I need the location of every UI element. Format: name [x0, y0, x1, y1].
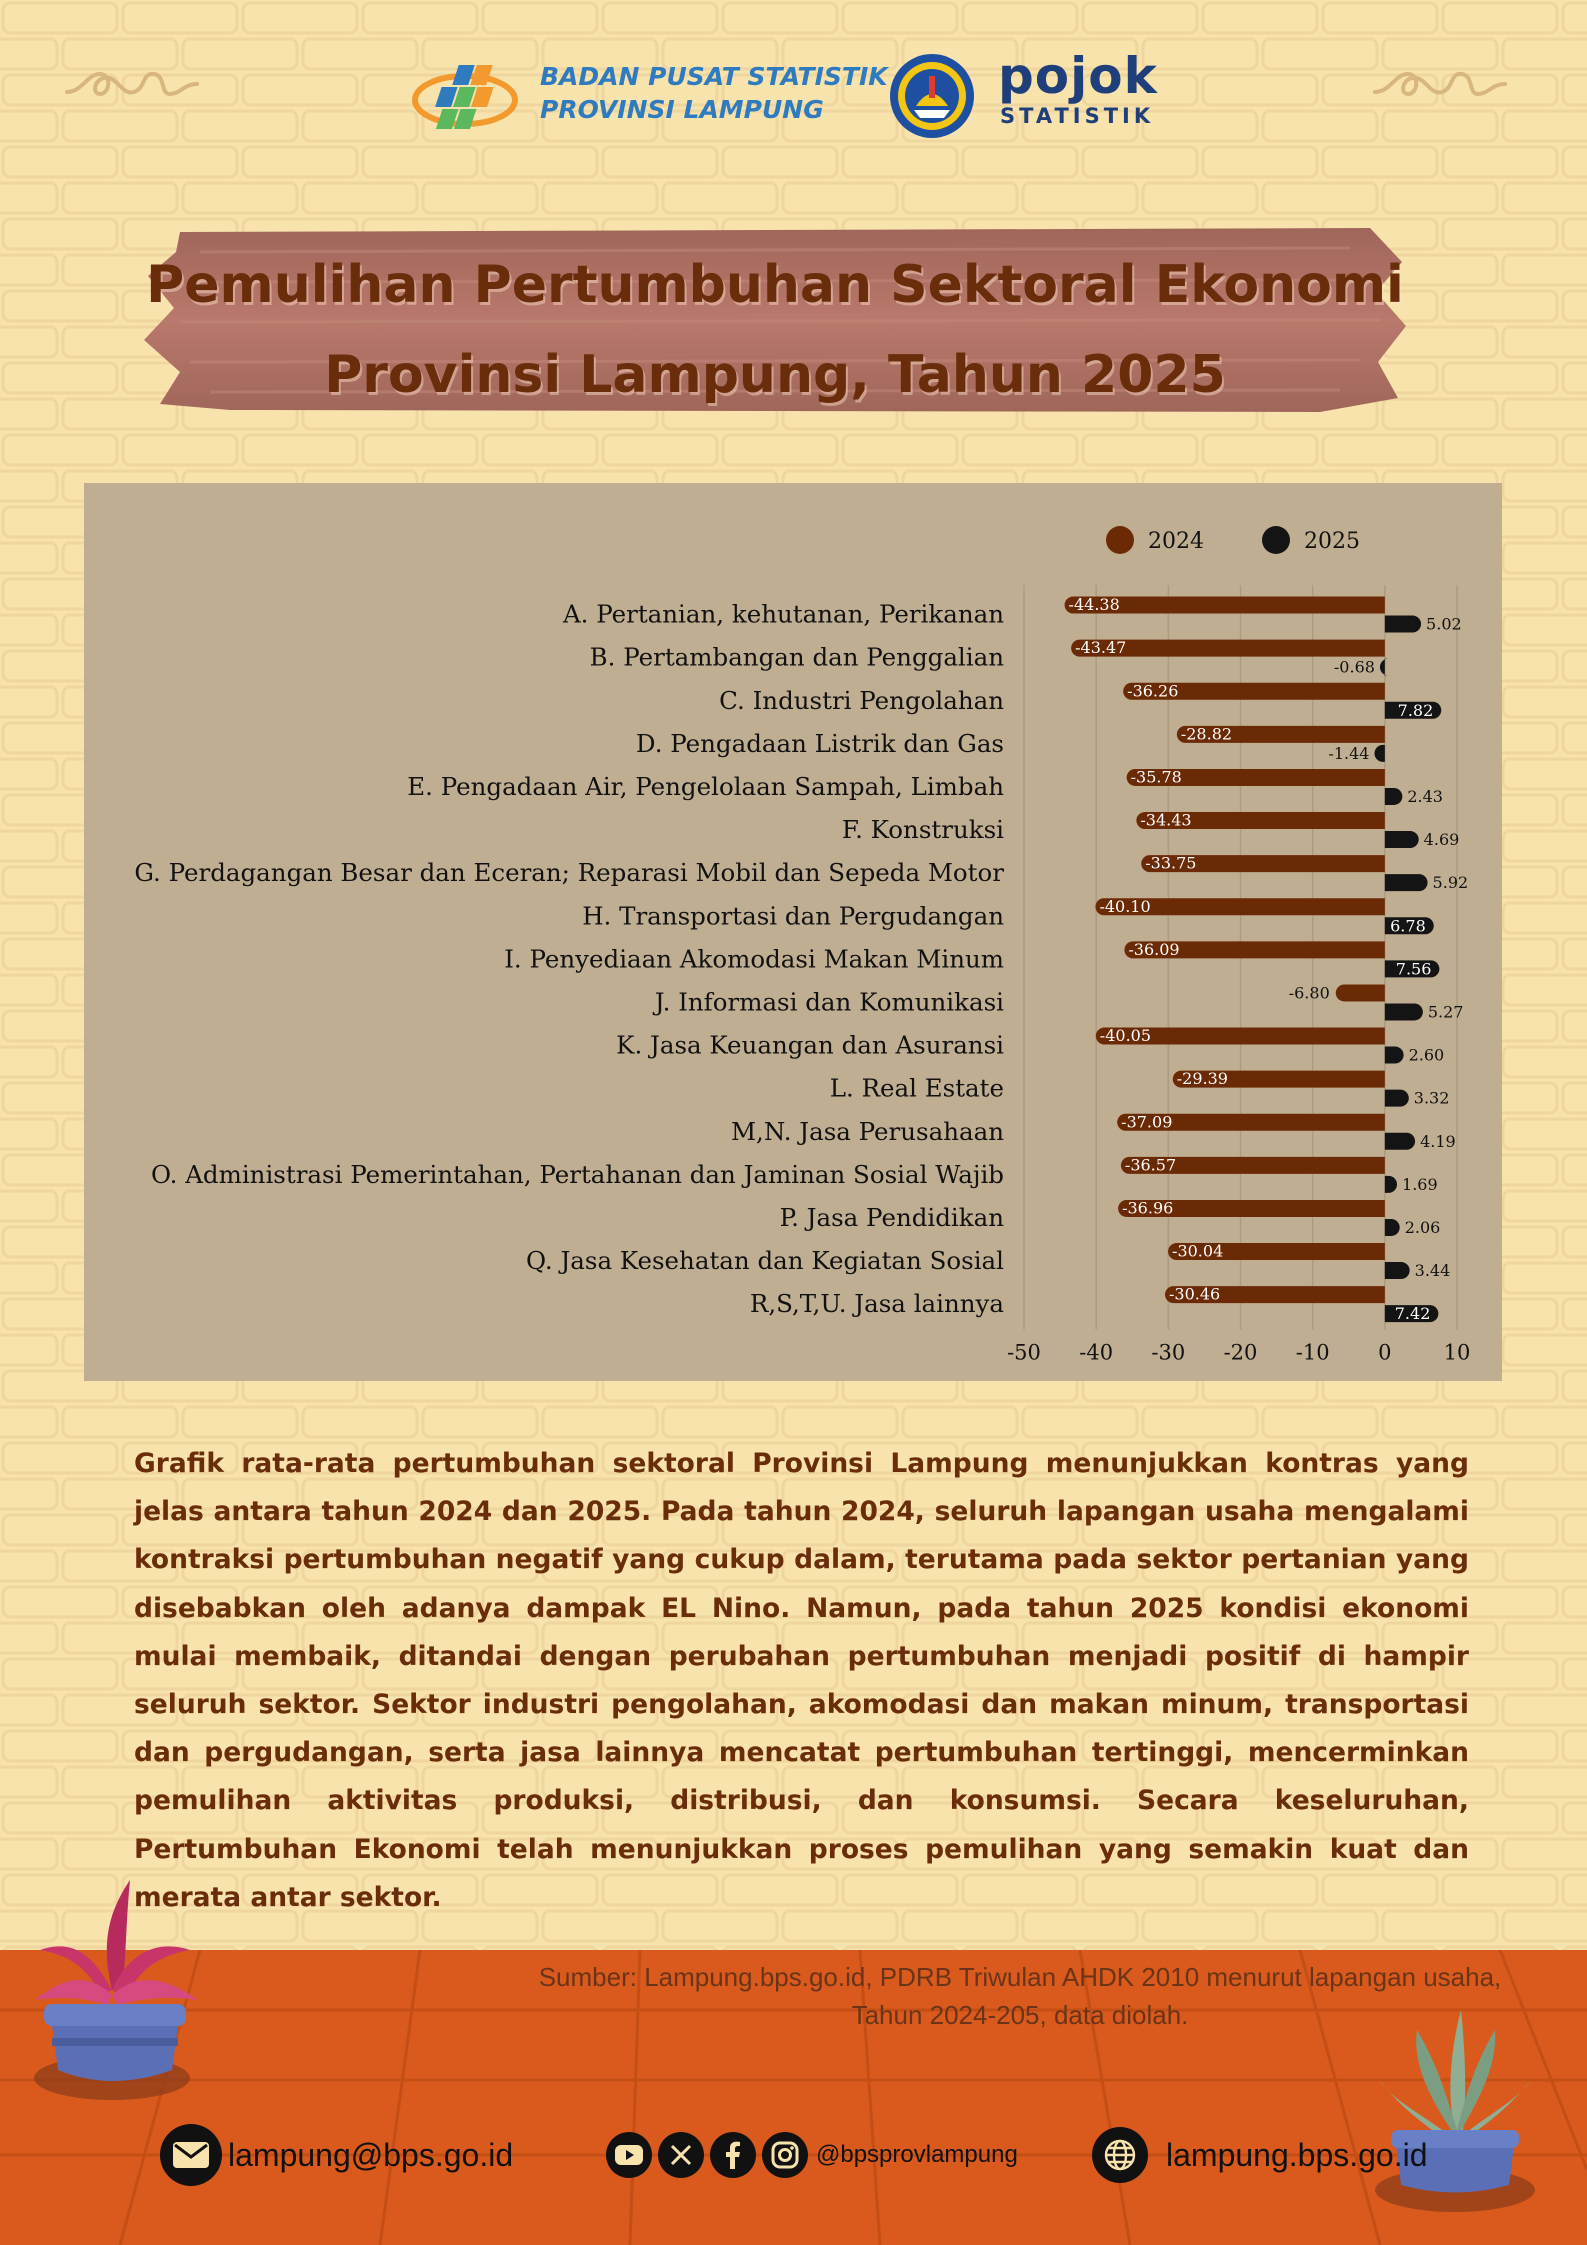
category-label: O. Administrasi Pemerintahan, Pertahanan dan Jaminan Sosial Wajib: [151, 1159, 1004, 1189]
data-label-2024: -40.05: [1099, 1026, 1152, 1046]
x-tick-label: -30: [1151, 1340, 1186, 1365]
category-label: J. Informasi dan Komunikasi: [654, 987, 1004, 1017]
data-label-2024: -40.10: [1099, 896, 1151, 916]
bar-2025: [1385, 1176, 1397, 1193]
x-tick-label: 0: [1378, 1340, 1392, 1365]
category-label: D. Pengadaan Listrik dan Gas: [635, 728, 1004, 758]
page-title-line2: Provinsi Lampung, Tahun 2025: [324, 345, 1226, 405]
page-title: [140, 240, 1410, 420]
swirl-ornament-left: [62, 62, 202, 112]
swirl-ornament-right: [1370, 62, 1510, 112]
category-label: A. Pertanian, kehutanan, Perikanan: [562, 599, 1004, 629]
data-label-2025: 5.27: [1427, 1002, 1464, 1022]
data-label-2024: -6.80: [1288, 983, 1330, 1003]
data-label-2025: 7.82: [1397, 700, 1434, 720]
bps-logo: [410, 55, 520, 140]
data-label-2024: -36.09: [1128, 939, 1180, 959]
data-label-2024: -30.04: [1172, 1241, 1224, 1261]
category-label: B. Pertambangan dan Penggalian: [589, 642, 1004, 672]
data-label-2025: 7.56: [1395, 959, 1432, 979]
bar-2025: [1385, 1003, 1423, 1020]
data-label-2025: -1.44: [1328, 743, 1370, 763]
data-label-2025: 5.92: [1432, 873, 1469, 893]
legend-label-2025: 2025: [1304, 529, 1360, 554]
data-label-2024: -44.38: [1068, 595, 1120, 615]
page-title-line1: Pemulihan Pertumbuhan Sektoral Ekonomi: [146, 255, 1404, 315]
pojok-wordmark: pojok: [998, 47, 1158, 105]
social-media-links: [606, 2123, 1018, 2187]
email-contact[interactable]: [160, 2123, 513, 2187]
bar-2025: [1385, 1262, 1410, 1279]
data-label-2024: -35.78: [1130, 767, 1182, 787]
data-label-2025: 2.43: [1407, 786, 1443, 806]
bps-name: [540, 60, 888, 126]
data-label-2024: -37.09: [1121, 1112, 1173, 1132]
potted-plant-left: [30, 1870, 210, 2105]
data-label-2025: 1.69: [1402, 1174, 1438, 1194]
category-label: E. Pengadaan Air, Pengelolaan Sampah, Limbah: [407, 771, 1004, 801]
bar-2025: [1380, 659, 1389, 676]
data-label-2025: -0.68: [1333, 657, 1375, 677]
category-label: R,S,T,U. Jasa lainnya: [749, 1289, 1004, 1319]
bar-2025: [1385, 831, 1419, 848]
data-label-2025: 4.69: [1423, 830, 1460, 850]
data-label-2024: -28.82: [1180, 724, 1233, 744]
category-label: M,N. Jasa Perusahaan: [730, 1116, 1004, 1146]
x-tick-label: 10: [1443, 1340, 1471, 1365]
bar-2025: [1385, 616, 1421, 633]
title-banner: [140, 222, 1410, 417]
description-paragraph: Grafik rata-rata pertumbuhan sektoral Provinsi Lampung menunjukkan kontras yang jelas antara tahun 2024 dan 2025. Pada tahun 2024, seluruh lapangan usaha mengalami kontraksi pertumbuhan negatif yang cukup dalam, terutama pada sektor pertanian yang disebabkan oleh adanya dampak EL Nino. Namun, pada tahun 2025 kondisi ekonomi mulai membaik, ditandai dengan perubahan pertumbuhan menjadi positif di hampir seluruh sektor. Sektor industri pengolahan, akomodasi dan makan minum, transportasi dan pergudangan, serta jasa lainnya mencatat pertumbuhan tertinggi, mencerminkan pemulihan aktivitas produksi, distribusi, dan konsumsi. Secara keseluruhan, Pertumbuhan Ekonomi telah menunjukkan proses pemulihan yang semakin kuat dan merata antar sektor.: [134, 1448, 1469, 1913]
category-label: L. Real Estate: [829, 1073, 1004, 1103]
university-seal-logo: [888, 52, 976, 140]
source-line2: Tahun 2024-205, data diolah.: [851, 2000, 1189, 2030]
data-label-2024: -33.75: [1145, 853, 1197, 873]
bar-2025: [1385, 788, 1403, 805]
instagram-icon[interactable]: [762, 2132, 808, 2178]
globe-icon: [1092, 2127, 1148, 2183]
bar-2025: [1385, 1219, 1400, 1236]
data-label-2024: -43.47: [1075, 638, 1127, 658]
data-label-2024: -36.96: [1122, 1198, 1174, 1218]
legend-label-2024: 2024: [1148, 529, 1204, 554]
category-label: Q. Jasa Kesehatan dan Kegiatan Sosial: [526, 1246, 1004, 1276]
data-label-2025: 5.02: [1426, 614, 1462, 634]
website-contact[interactable]: [1092, 2123, 1428, 2187]
bar-2025: [1374, 745, 1384, 762]
data-label-2024: -30.46: [1169, 1284, 1221, 1304]
data-label-2025: 3.32: [1413, 1088, 1450, 1108]
header: [0, 0, 1587, 180]
category-label: F. Konstruksi: [841, 815, 1004, 845]
data-label-2025: 2.06: [1404, 1217, 1441, 1237]
pojok-subtitle: STATISTIK: [1000, 104, 1155, 128]
bar-2025: [1385, 874, 1428, 891]
category-label: H. Transportasi dan Pergudangan: [582, 901, 1004, 931]
website-url: lampung.bps.go.id: [1166, 2136, 1428, 2173]
data-label-2025: 4.19: [1420, 1131, 1456, 1151]
youtube-icon[interactable]: [606, 2132, 652, 2178]
email-address: lampung@bps.go.id: [228, 2136, 514, 2173]
pojok-statistik-logo: [998, 48, 1158, 128]
source-line1: Sumber: Lampung.bps.go.id, PDRB Triwulan AHDK 2010 menurut lapangan usaha,: [538, 1962, 1502, 1992]
bar-2025: [1385, 1133, 1415, 1150]
x-icon[interactable]: [658, 2132, 704, 2178]
category-label: I. Penyediaan Akomodasi Makan Minum: [504, 944, 1004, 974]
data-label-2025: 7.42: [1394, 1304, 1431, 1324]
legend-marker-2025: [1262, 526, 1290, 554]
bar-2025: [1385, 1047, 1404, 1064]
category-label: G. Perdagangan Besar dan Eceran; Reparasi Mobil dan Sepeda Motor: [134, 858, 1004, 888]
category-label: P. Jasa Pendidikan: [779, 1202, 1004, 1232]
data-label-2024: -36.57: [1124, 1155, 1177, 1175]
data-label-2025: 2.60: [1408, 1045, 1445, 1065]
data-label-2025: 3.44: [1414, 1261, 1451, 1281]
bps-name-line2: PROVINSI LAMPUNG: [540, 95, 824, 124]
legend-marker-2024: [1106, 526, 1134, 554]
data-label-2025: 6.78: [1390, 916, 1426, 936]
x-tick-label: -40: [1079, 1340, 1114, 1365]
social-handle[interactable]: @bpsprovlampung: [816, 2141, 1018, 2168]
x-tick-label: -10: [1295, 1340, 1330, 1365]
mail-icon: [160, 2124, 222, 2186]
data-label-2024: -29.39: [1176, 1069, 1228, 1089]
bar-2024: [1336, 984, 1385, 1001]
data-label-2024: -36.26: [1127, 681, 1179, 701]
x-tick-label: -20: [1223, 1340, 1258, 1365]
data-label-2024: -34.43: [1140, 810, 1192, 830]
bar-2025: [1385, 1090, 1409, 1107]
x-tick-label: -50: [1007, 1340, 1041, 1365]
category-label: C. Industri Pengolahan: [719, 685, 1004, 715]
growth-bar-chart: [84, 483, 1502, 1381]
category-label: K. Jasa Keuangan dan Asuransi: [616, 1030, 1004, 1060]
facebook-icon[interactable]: [710, 2132, 756, 2178]
bps-name-line1: BADAN PUSAT STATISTIK: [540, 62, 888, 91]
chart-panel: [84, 483, 1502, 1381]
